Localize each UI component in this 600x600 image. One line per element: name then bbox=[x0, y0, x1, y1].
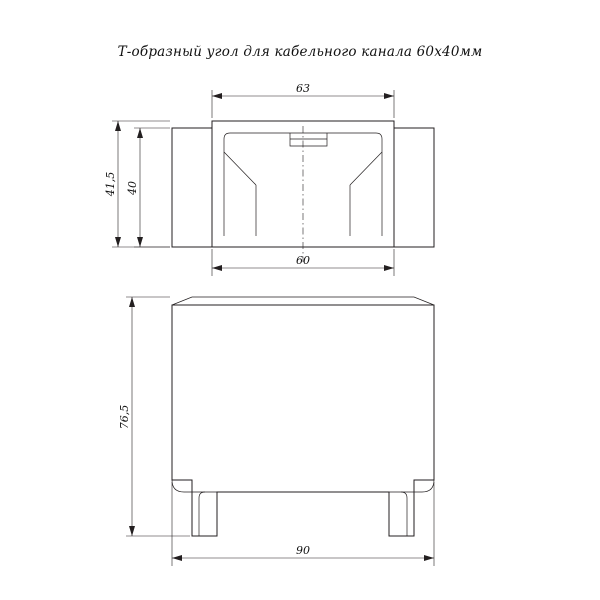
front-view-geometry bbox=[172, 121, 434, 262]
dim-label-63: 63 bbox=[296, 82, 310, 95]
dim-label-40: 40 bbox=[126, 181, 139, 195]
dimension-width-outer bbox=[212, 82, 394, 118]
dim-label-76-5: 76,5 bbox=[118, 404, 131, 430]
dimension-height-inner bbox=[126, 128, 170, 247]
dim-label-60: 60 bbox=[296, 254, 310, 267]
plan-view-geometry bbox=[172, 297, 434, 536]
dim-label-90: 90 bbox=[296, 544, 310, 557]
dim-label-41-5: 41,5 bbox=[104, 171, 117, 197]
page-title: Т-образный угол для кабельного канала 60х40мм bbox=[117, 44, 483, 60]
dimension-width-inner bbox=[212, 249, 394, 276]
